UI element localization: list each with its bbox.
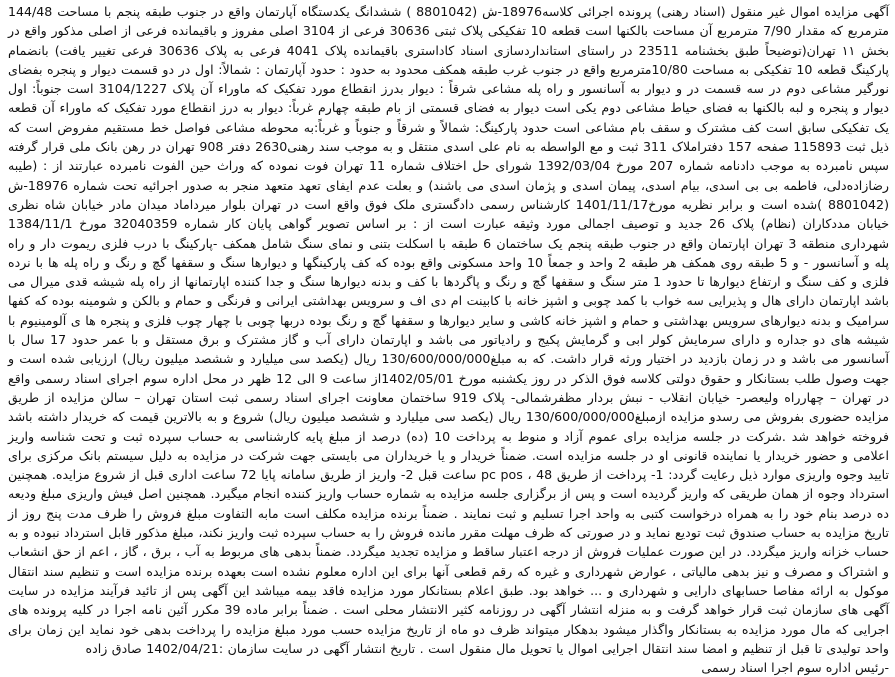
signature-line: -رئیس اداره سوم اجرا اسناد رسمی: [701, 660, 889, 676]
auction-notice-text: آگهی مزایده اموال غیر منقول (اسناد رهنی) پرونده اجرائی کلاسه18976-ش (8801042 ) ششدانگ یکدستگاه آپارتمان واقع در جنوب طبقه پنجم با مساحت 144/48 مترمربع که مقدار 7/90 مترمربع آن مساحت بالکنها است قطعه 10 تفکیکی پلاک ثبتی 30636 فرعی از 3104 اصلی مفروز و باقیمانده فرعی از اصلی مذکور واقع در بخش ۱۱ تهران(توضیحاً طبق بخشنامه 23511 در راستای استانداردسازی اسناد کاداستری باقیمانده پلاک 4041 فرعی به پلاک 30636 فرعی تغییر یافت) بانضمام پارکینگ قطعه 10 تفکیکی به مساحت 10/80مترمربع واقع در جنوب غرب طبقه همکف محدود به حدود : حدود آپارتمان : شمالاً: اول در دو قسمت دیوار و پنجره بفضای نورگیر مشاعی دوم در سه قسمت در و دیوار به آسانسور و راه پله مشاعی شرقاً : دیوار بدرز انقطاع مورد تفکیک که ماوراء آن پلاک 3104/1227 است جنوباً: اول دیوار و پنجره و لبه بالکنها به فضای حیاط مشاعی دوم یکی است دیوار به فضای قسمتی از بام طبقه چهارم غرباً: دیوار به درز انقطاع مورد تفکیک که ماوراء آن قطعه یک تفکیکی سابق است کف مشترک و سقف بام مشاعی است حدود پارکینگ: شمالاً و شرقاً و جنوباً و غرباً:به محوطه مشاعی فواصل خط مستقیم مفروض است که ذیل ثبت 115893 صفحه 157 دفتراملاک 311 ثبت و مع الواسطه به نام علی اسدی منتقل و به موجب سند رهنی2630 دفتر 908 تهران در رهن بانک ملی قرار گرفته سپس نامبرده به موجب دادنامه شماره 207 مورخ 1392/03/04 شورای حل اختلاف شماره 11 تهران فوت نموده که وراث حین الفوت نامبرده عبارتند از : (طیبه رضازاده‌دلی، فاطمه بی بی اسدی، بیام اسدی، پیمان اسدی و پژمان اسدی می باشند) و بعلت عدم ایفای تعهد متعهد منجر به صدور اجرائیه تحت شماره 18976-ش (8801042 )شده است و برابر نظریه مورخ1401/11/17 کارشناس رسمی دادگستری ملک فوق واقع است در تهران بلوار میرداماد میدان مادر خیابان شاه نظری خیابان مددکاران (نظام) پلاک 26 جدید و توصیف اجمالی مورد وثیقه عبارت است از : بر اساس تصویر گواهی پایان کار شماره 32040359 مورخ 1384/11/1 شهرداری منطقه 3 تهران اپارتمان واقع در جنوب طبقه پنجم یک ساختمان 6 طبقه با اسکلت بتنی و نمای سنگ شامل همکف -پارکینگ با درب فلزی ریموت دار و راه پله و آسانسور - و 5 طبقه روی همکف هر طبقه 2 واحد و جمعاً 10 واحد مسکونی واقع بوده که کف پارکینگها و دیوارها سنگ و سقفها گچ و رنگ و راه پله ها با نرده فلزی و کف سنگ و ارتفاع دیوارها تا حدود 1 متر سنگ و سقفها گچ و رنگ و پاگردها با کف و بدنه دیوارها سنگ و جدا کننده اپارتمانها از راه پله شیشه قدی میرال می باشد اپارتمان دارای هال و پذیرایی سه خواب با کمد چوبی و اشپز خانه با کابینت ام دی اف و سرویس بهداشتی ایرانی و فرنگی و حمام و بالکن و شومینه بوده که کفها سرامیک و بدنه دیوارهای سرویس بهداشتی و حمام و اشپز خانه کاشی و سایر دیوارها و سقفها گچ و رنگ بوده دربها چوبی با چهار چوب فلزی و پنجره ها ی آلومینیوم با شیشه های دو جداره و دارای سرمایش کولر ابی و گرمایش پکیج و رادیاتور می باشد و اپارتمان دارای آب و گاز مشترک و برق مستقل و با عمر حدود 17 سال با آسانسور می باشد و در زمان بازدید در اختیار ورثه قرار داشت. که به مبلغ130/600/000/000 ریال (یکصد سی میلیارد و ششصد میلیون ریال) ارزیابی شده است و جهت وصول طلب بستانکار و حقوق دولتی کلاسه فوق الذکر در روز یکشنبه مورخ 1402/05/01از ساعت 9 الی 12 ظهر در محل اداره سوم اجرای اسناد رسمی واقع در تهران – چهارراه ولیعصر- خیابان انقلاب - نبش بردار مظفرشمالی- پلاک 919 ساختمان معاونت اجرای اسناد رسمی ثبت استان تهران – سالن مزایده از طریق مزایده حضوری بفروش می رسدو مزایده ازمبلغ130/600/000/000 ریال (یکصد سی میلیارد و ششصد میلیون ریال) شروع و به بالاترین قیمت که خریدار داشته باشد فروخته خواهد شد .شرکت در جلسه مزایده برای عموم آزاد و منوط به پرداخت 10 (ده) درصد از مبلغ پایه کارشناسی به حساب سپرده ثبت و تحت شناسه واریز اعلامی و حضور خریدار یا نماینده قانونی او در جلسه مزایده است. ضمناً خریدار و یا خریداران می بایستی جهت شرکت در مزایده به دلیل سیستم بانک مرکزی برای تایید وجوه واریزی موارد ذیل رعایت گردد: 1- پرداخت از طریق pc pos ، 48 ساعت قبل 2- واریز از طریق سامانه پایا 72 ساعت اداری قبل از شروع مزایده. همچنین استرداد وجوه از همان طریقی که واریز گردیده است و پس از برگزاری جلسه مزایده به شماره حساب واریز کننده انجام میگیرد. همچنین اصل فیش واریزی مبلغ ودیعه ده درصد بنام خود را به همراه درخواست کتبی به واحد اجرا تسلیم و ثبت نمایند . ضمناً برنده مزایده مکلف است مابه التفاوت مبلغ فروش را ظرف مدت پنج روز از تاریخ مزایده به حساب صندوق ثبت تودیع نماید و در صورتی که ظرف مهلت مقرر مانده فروش را به حساب سپرده ثبت واریز نکند، مبلغ مذکور قابل استرداد نبوده و به حساب خزانه واریز میگردد. در این صورت عملیات فروش از درجه اعتبار ساقط و مزایده تجدید میگردد. ضمناً بدهی های مربوط به آب ، برق ، گاز ، اعم از حق انشعاب و اشتراک و مصرف و نیز بدهی مالیاتی ، عوارض شهرداری و غیره که رقم قطعی آنها برای این اداره معلوم نشده است بعهده برنده مزایده است و تنظیم سند انتقال موکول به ارائه مفاصا حسابهای دارایی و شهرداری و ... خواهد بود. طبق اعلام بستانکار مورد مزایده فاقد بیمه میباشد این آگهی پس از تائید فرآیند مزایده در سایت آگهی های سازمان ثبت قرار خواهد گرفت و به منزله انتشار آگهی در روزنامه کثیر الانتشار محلی است . ضمناً برابر ماده 39 مکرر آئین نامه اجرا در کلیه پرونده های اجرایی که مال مورد مزایده به بستانکار واگذار میشود بدهکار میتواند ظرف دو ماه از تاریخ مزایده حسب مورد مبلغ مزایده را پرداخت بدهی خود نماید این زمان برای واحد تولیدی تا قبل از تنظیم و امضا سند انتقال اجرایی اموال یا تحویل مال منقول است . تاریخ انتشار آگهی در سایت سازمان :1402/04/21 صادق زاده: [8, 4, 890, 656]
